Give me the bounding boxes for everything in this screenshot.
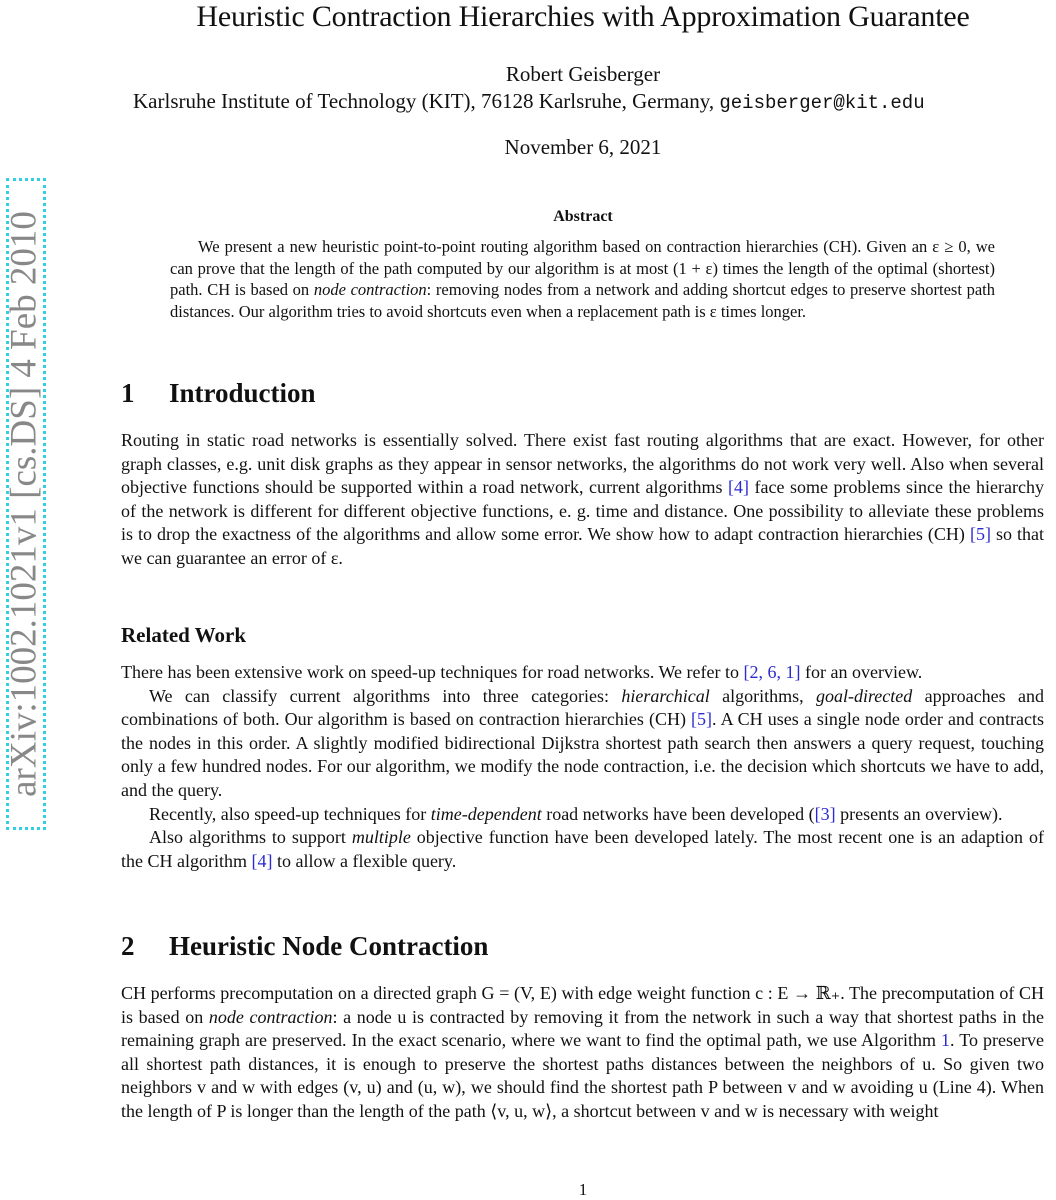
affiliation <box>133 89 925 114</box>
subsection-heading-related-work: Related Work <box>121 623 247 647</box>
text-run: We can classify current algorithms into three categories: <box>149 685 622 706</box>
section2-body <box>121 982 1044 1124</box>
affiliation-text: Karlsruhe Institute of Technology (KIT), 76128 Karlsruhe, Germany, <box>133 89 720 113</box>
abstract-body <box>170 236 995 322</box>
text-run: for an overview. <box>800 662 923 682</box>
text-run: Recently, also speed-up techniques for <box>149 803 431 824</box>
text-run: . To preserve all shortest path distances, it is enough to preserve the shortest paths distances between the neighbors of u. So given two neighbors v and w with edges (v, u) and (u, w), we should find the shortest path P between v and w avoiding u (Line 4). When the length of P is longer than the length of the path ⟨v, u, w⟩, a shortcut between v and w is necessary with weight <box>121 1030 1045 1121</box>
text-run: road networks have been developed ( <box>541 803 815 824</box>
text-run: Routing in static road networks is essentially solved. There exist fast routing algorithms that are exact. However, for other graph classes, e.g. unit disk graphs as they appear in sensor networks, the algorithms do not work very well. Also when several objective functions should be supported within a road network, current algorithms <box>121 430 1044 498</box>
section-title: Heuristic Node Contraction <box>169 931 489 961</box>
text-run: : removing nodes from a network and adding shortcut edges to preserve shortest path distances. Our algorithm tries to avoid shortcuts even when a replacement path is ε times longer. <box>170 280 995 321</box>
arxiv-stamp: arXiv:1002.1021v1 [cs.DS] 4 Feb 2010 <box>3 211 45 797</box>
paragraph <box>121 429 1044 571</box>
paragraph <box>121 661 1044 685</box>
text-run: so that we can guarantee an error of ε. <box>121 524 1044 568</box>
text-run: objective function have been developed lately. The most recent one is an adaption of the CH algorithm <box>121 827 1044 871</box>
introduction-body <box>121 429 1044 571</box>
section-number: 2 <box>121 931 135 961</box>
emphasis: time-dependent <box>430 803 542 824</box>
emphasis: goal-directed <box>815 685 913 706</box>
section-number: 1 <box>121 378 135 408</box>
author-name: Robert Geisberger <box>505 62 661 86</box>
emphasis: node contraction <box>313 280 427 299</box>
page-number: 1 <box>578 1180 588 1199</box>
abstract-heading: Abstract <box>553 208 613 225</box>
citation-link[interactable]: [4] <box>251 850 273 871</box>
citation-link[interactable]: [4] <box>728 477 750 498</box>
paragraph <box>121 685 1044 803</box>
paper-date: November 6, 2021 <box>504 135 662 159</box>
emphasis: hierarchical <box>621 685 710 706</box>
text-run: approaches and combinations of both. Our algorithm is based on contraction hierarchies (CH) <box>121 685 1044 730</box>
emphasis: multiple <box>351 827 411 848</box>
text-run: face some problems since the hierarchy of the network is different for different objective functions, e. g. time and distance. One possibility to alleviate these problems is to drop the exactness of the algorithms and allow some error. We show how to adapt contraction hierarchies (CH) <box>121 477 1044 545</box>
section-title: Introduction <box>169 378 316 408</box>
text-run: to allow a flexible query. <box>272 850 457 871</box>
text-run: algorithms, <box>709 685 816 706</box>
text-run: . A CH uses a single node order and contracts the nodes in this order. A slightly modified bidirectional Dijkstra shortest path search then answers a query request, touching only a few hundred nodes. For our algorithm, we modify the node contraction, i.e. the decision which shortcuts we have to add, and the query. <box>121 709 1044 800</box>
citation-link[interactable]: [3] <box>814 803 836 824</box>
section-heading-introduction <box>121 378 316 409</box>
text-run: There has been extensive work on speed-up techniques for road networks. We refer to <box>121 662 744 682</box>
paragraph <box>121 826 1044 873</box>
text-run: Also algorithms to support <box>149 827 352 848</box>
text-run: : a node u is contracted by removing it from the network in such a way that shortest paths in the remaining graph are preserved. In the exact scenario, where we want to find the optimal path, we use Algorithm <box>121 1006 1044 1051</box>
citation-link[interactable]: [5] <box>969 524 991 545</box>
text-run: CH performs precomputation on a directed graph G = (V, E) with edge weight function c : E → ℝ₊. The precomputation of CH is based on <box>121 983 1044 1027</box>
text-run: presents an overview). <box>835 803 1003 824</box>
text-run: We present a new heuristic point-to-point routing algorithm based on contraction hierarchies (CH). Given an ε ≥ 0, we can prove that the length of the path computed by our algorithm is at most (1 + ε) times the length of the optimal (shortest) path. CH is based on <box>170 237 995 299</box>
related-work-body <box>121 661 1044 873</box>
paragraph <box>121 803 1044 827</box>
citation-link[interactable]: [5] <box>691 709 713 730</box>
paper-title: Heuristic Contraction Hierarchies with Approximation Guarantee <box>196 0 970 33</box>
citation-link[interactable]: [2, 6, 1] <box>743 662 801 682</box>
abstract-paragraph <box>170 236 995 322</box>
algorithm-reference-link[interactable]: 1 <box>941 1030 951 1051</box>
paragraph <box>121 982 1044 1124</box>
author-email[interactable]: geisberger@kit.edu <box>719 92 925 114</box>
section-heading-heuristic-node-contraction <box>121 931 488 962</box>
emphasis: node contraction <box>208 1006 333 1027</box>
